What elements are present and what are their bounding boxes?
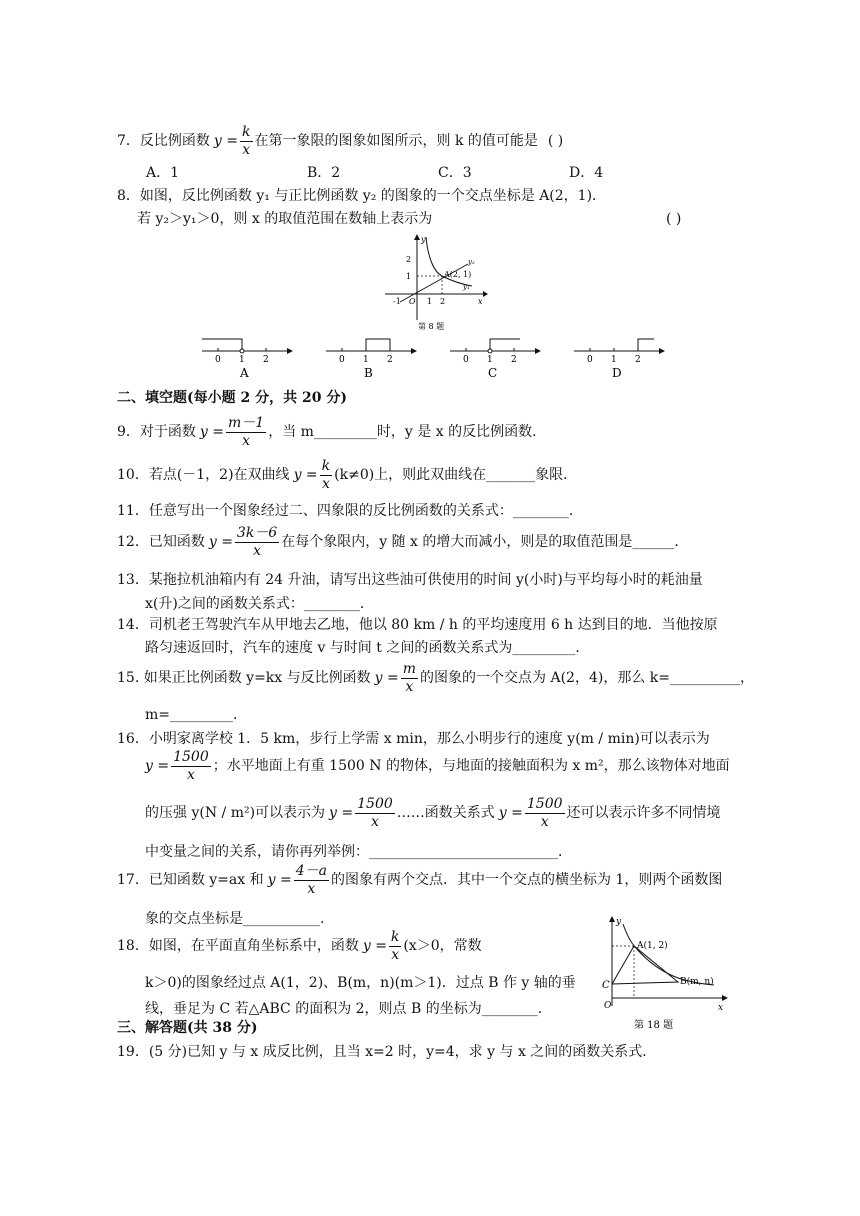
nl-b-tick0: 0 bbox=[339, 355, 345, 365]
q18-fig-y-label: y bbox=[616, 917, 622, 927]
q15-post: 的图象的一个交点为 A(2，4)，那么 k=__________， bbox=[420, 670, 754, 686]
q16-line3-pre: 的压强 y(N / m²)可以表示为 bbox=[145, 805, 326, 821]
q18-fraction bbox=[389, 930, 401, 962]
q8-numberline-a bbox=[198, 333, 294, 381]
nl-a-letter: A bbox=[240, 366, 249, 380]
nl-c-tick2: 2 bbox=[511, 355, 517, 365]
q17-line bbox=[117, 862, 722, 898]
q16-eq-y-2: y = bbox=[329, 805, 354, 821]
q16-frac1-den: x bbox=[186, 766, 195, 783]
q17-post: 的图象有两个交点．其中一个交点的横坐标为 1，则两个函数图 bbox=[330, 872, 723, 888]
q7-answer-paren: ( ) bbox=[547, 133, 564, 149]
nl-d-tick1: 1 bbox=[611, 355, 617, 365]
q12-frac-den: x bbox=[253, 542, 262, 559]
q9-fraction bbox=[226, 416, 266, 448]
nl-b-tick2: 2 bbox=[387, 355, 393, 365]
q18-fig-x-label: x bbox=[718, 1003, 724, 1013]
q16-line3-post: 还可以表示许多不同情境 bbox=[566, 805, 721, 821]
q11-line: 11．任意写出一个图象经过二、四象限的反比例函数的关系式：________． bbox=[117, 503, 583, 519]
q15-fraction bbox=[401, 662, 418, 694]
q18-fig-c-label: C bbox=[602, 980, 610, 991]
q16-fraction-3 bbox=[525, 797, 565, 829]
q7-fraction bbox=[240, 125, 252, 157]
q16-frac1-num: 1500 bbox=[173, 748, 209, 765]
nl-a-tick2: 2 bbox=[263, 355, 269, 365]
q7-post: 在第一象限的图象如图所示，则 k 的值可能是 bbox=[254, 133, 538, 149]
q9-post: ，当 m_________时，y 是 x 的反比例函数． bbox=[268, 424, 547, 440]
q10-frac-num: k bbox=[321, 457, 331, 474]
nl-d-tick2: 2 bbox=[635, 355, 641, 365]
q8-fig-x-label: x bbox=[478, 297, 483, 306]
q9-frac-num: m－1 bbox=[228, 414, 265, 431]
q10-frac-den: x bbox=[321, 475, 330, 492]
q16-fraction-1 bbox=[171, 750, 211, 782]
nl-c-tick1: 1 bbox=[487, 355, 493, 365]
q17-fraction bbox=[294, 864, 329, 896]
q8-fig-tick-x2: 2 bbox=[440, 297, 446, 306]
q12-line bbox=[117, 524, 688, 560]
q9-eq-y: y = bbox=[199, 424, 225, 440]
q8-fig-caption: 第 8 题 bbox=[418, 322, 445, 331]
q18-pre: 18．如图，在平面直角坐标系中，函数 bbox=[117, 938, 359, 954]
q7-number: 7． bbox=[117, 133, 140, 149]
section3-heading: 三、解答题(共 38 分) bbox=[117, 1020, 258, 1036]
q16-line4: 中变量之间的关系，请你再列举例：___________________________． bbox=[145, 844, 572, 860]
q14-line2: 路匀速返回时，汽车的速度 v 与时间 t 之间的函数关系式为_________． bbox=[145, 640, 590, 656]
q9-pre: 9．对于函数 bbox=[117, 424, 196, 440]
q10-fraction bbox=[320, 459, 332, 491]
q15-line bbox=[117, 660, 754, 696]
q10-pre: 10．若点(－1，2)在双曲线 bbox=[117, 467, 290, 483]
q14-line1: 14．司机老王驾驶汽车从甲地去乙地，他以 80 km / h 的平均速度用 6 h 达到目的地．当他按原 bbox=[117, 617, 718, 633]
q7-option-a: A．1 bbox=[146, 165, 180, 181]
q8-fig-y-label: y bbox=[421, 235, 426, 244]
q17-line2: 象的交点坐标是___________. bbox=[145, 911, 325, 927]
q18-fig-b-label: B(m, n) bbox=[680, 977, 714, 987]
q15-line2: m=_________. bbox=[145, 707, 238, 723]
q16-frac2-den: x bbox=[371, 813, 379, 830]
nl-d-tick0: 0 bbox=[587, 355, 593, 365]
q9-line bbox=[117, 414, 546, 450]
nl-c-tick0: 0 bbox=[463, 355, 469, 365]
q18-fig-origin: O bbox=[604, 1001, 612, 1011]
q8-figure bbox=[380, 232, 490, 332]
q12-post: 在每个象限内，y 随 x 的增大而减小，则是的取值范围是______． bbox=[281, 534, 689, 550]
q8-numberline-b bbox=[322, 333, 418, 381]
section2-heading: 二、填空题(每小题 2 分，共 20 分) bbox=[117, 390, 347, 406]
q16-eq-y-1: y = bbox=[145, 758, 170, 774]
q7-frac-num: k bbox=[242, 123, 251, 140]
q12-frac-num: 3k－6 bbox=[236, 524, 278, 541]
q18-eq-y: y = bbox=[362, 938, 387, 954]
nl-c-letter: C bbox=[488, 366, 498, 380]
q8-fig-tick-y2: 2 bbox=[406, 255, 412, 264]
q16-line3 bbox=[145, 795, 721, 831]
q17-pre: 17．已知函数 y=ax 和 bbox=[117, 872, 264, 888]
q8-numberline-c bbox=[446, 333, 542, 381]
q8-fig-origin: O bbox=[409, 297, 416, 306]
q18-line2: k＞0)的图象经过点 A(1，2)、B(m，n)(m＞1)．过点 B 作 y 轴的垂 bbox=[145, 975, 576, 991]
q10-line bbox=[117, 457, 577, 493]
q7-option-c: C．3 bbox=[438, 165, 472, 181]
q16-frac3-den: x bbox=[540, 813, 549, 830]
q8-fig-point-a: A(2, 1) bbox=[444, 270, 472, 279]
nl-a-tick1: 1 bbox=[239, 355, 245, 365]
q18-line bbox=[117, 928, 482, 964]
q17-eq-y: y = bbox=[267, 872, 292, 888]
q8-line1: 8．如图，反比例函数 y₁ 与正比例函数 y₂ 的图象的一个交点坐标是 A(2，1)． bbox=[117, 188, 607, 204]
q16-line3-mid: ……函数关系式 bbox=[396, 805, 495, 821]
q18-line3: 线，垂足为 C 若△ABC 的面积为 2，则点 B 的坐标为________． bbox=[145, 1001, 552, 1017]
q7-line bbox=[117, 123, 563, 159]
q12-eq-y: y = bbox=[208, 534, 233, 550]
q16-frac2-num: 1500 bbox=[357, 795, 393, 812]
q17-frac-den: x bbox=[307, 880, 316, 897]
q7-frac-den: x bbox=[242, 141, 251, 158]
q10-post: (k≠0)上，则此双曲线在_______象限． bbox=[334, 467, 578, 483]
nl-b-tick1: 1 bbox=[363, 355, 369, 365]
q18-figure bbox=[596, 912, 732, 1036]
q13-line2: x(升)之间的函数关系式：________． bbox=[145, 596, 374, 612]
q18-frac-num: k bbox=[390, 928, 400, 945]
q15-pre: 15. 如果正比例函数 y=kx 与反比例函数 bbox=[117, 670, 371, 686]
nl-b-letter: B bbox=[364, 366, 373, 380]
q8-fig-y2-label: y₂ bbox=[468, 258, 475, 266]
q16-line1: 16．小明家离学校 1．5 km，步行上学需 x min，那么小明步行的速度 y(m / min)可以表示为 bbox=[117, 731, 710, 747]
q15-eq-y: y = bbox=[374, 670, 399, 686]
q16-fraction-2 bbox=[355, 797, 395, 829]
q16-eq-y-3: y = bbox=[498, 805, 523, 821]
q13-line1: 13．某拖拉机油箱内有 24 升油，请写出这些油可供使用的时间 y(小时)与平均每小时的耗油量 bbox=[117, 572, 703, 588]
q12-pre: 12．已知函数 bbox=[117, 534, 205, 550]
q8-line2: 若 y₂＞y₁＞0，则 x 的取值范围在数轴上表示为 bbox=[137, 211, 433, 227]
q19-line: 19．(5 分)已知 y 与 x 成反比例，且当 x=2 时，y=4，求 y 与 x 之间的函数关系式． bbox=[117, 1044, 657, 1060]
q17-frac-num: 4－a bbox=[295, 862, 327, 879]
q8-fig-y1-label: y₁ bbox=[463, 283, 470, 291]
q7-option-b: B．2 bbox=[307, 165, 341, 181]
q8-fig-tick-x1: 1 bbox=[427, 297, 433, 306]
q8-fig-tick-xm1: -1 bbox=[393, 297, 401, 306]
q18-post: (x＞0，常数 bbox=[403, 938, 482, 954]
q10-eq-y: y = bbox=[293, 467, 318, 483]
q7-eq-y: y = bbox=[213, 133, 239, 149]
nl-d-letter: D bbox=[612, 366, 622, 380]
q8-numberline-d bbox=[570, 333, 666, 381]
nl-a-tick0: 0 bbox=[215, 355, 221, 365]
q18-fig-a-label: A(1, 2) bbox=[637, 941, 668, 951]
q18-frac-den: x bbox=[391, 946, 400, 963]
q12-fraction bbox=[235, 526, 279, 558]
q16-frac3-num: 1500 bbox=[526, 795, 563, 812]
q18-fig-caption: 第 18 题 bbox=[634, 1020, 674, 1031]
q15-frac-den: x bbox=[405, 678, 414, 695]
q15-frac-num: m bbox=[402, 660, 417, 677]
q7-option-d: D．4 bbox=[569, 165, 604, 181]
q9-frac-den: x bbox=[242, 432, 251, 449]
q8-answer-paren: ( ) bbox=[666, 211, 682, 227]
q7-pre: 反比例函数 bbox=[139, 133, 210, 149]
q8-fig-tick-y1: 1 bbox=[406, 272, 412, 281]
q16-line2-post: ；水平地面上有重 1500 N 的物体，与地面的接触面积为 x m²，那么该物体对地面 bbox=[212, 758, 730, 774]
q16-line2 bbox=[145, 748, 730, 784]
